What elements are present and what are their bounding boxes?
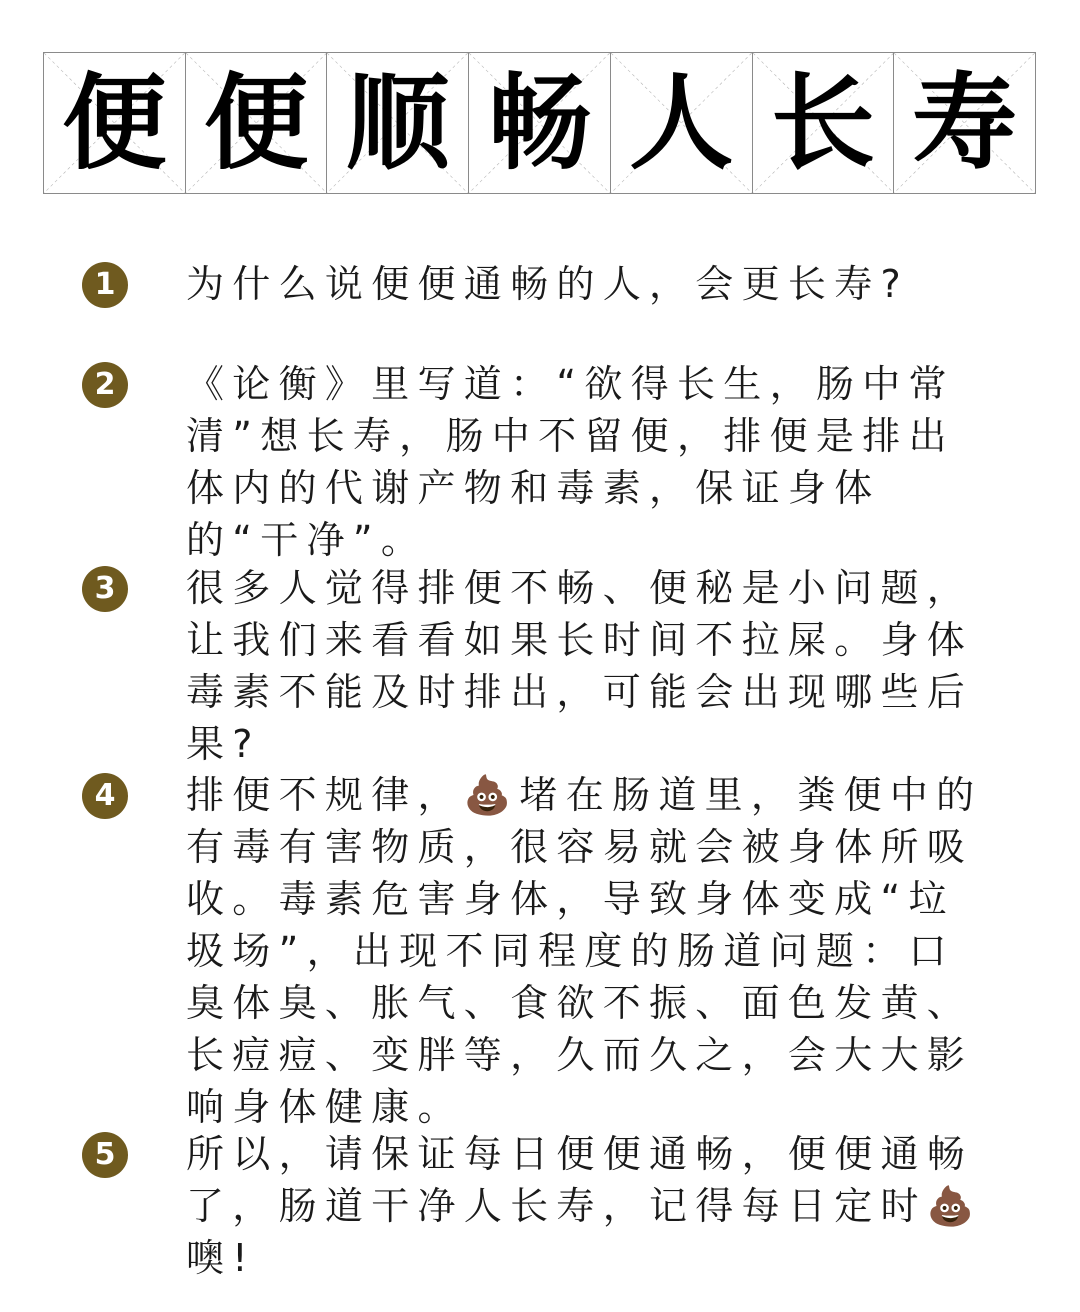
number-badge: 2 [82,362,128,408]
number-badge: 1 [82,262,128,308]
title-char: 便 [62,62,167,184]
number-badge: 5 [82,1132,128,1178]
title-cell [753,53,895,193]
title-cell [894,53,1035,193]
title-cell [44,53,186,193]
item-text: 很多人觉得排便不畅、便秘是小问题，让我们来看看如果长时间不拉屎。身体毒素不能及时排出，可能会出现哪些后果? [186,566,974,766]
item-text: 所以，请保证每日便便通畅，便便通畅了，肠道干净人长寿，记得每日定时💩噢! [186,1132,983,1280]
title-cell [469,53,611,193]
title-cell [186,53,328,193]
item-text: 为什么说便便通畅的人，会更长寿? [186,262,909,306]
title-char: 便 [204,62,309,184]
title-char: 寿 [912,62,1017,184]
number-badge: 4 [82,773,128,819]
title-cell [327,53,469,193]
title-char: 人 [629,62,734,184]
item-text: 排便不规律，💩堵在肠道里，粪便中的有毒有害物质，很容易就会被身体所吸收。毒素危害身体，导致身体变成“垃圾场”，出现不同程度的肠道问题：口臭体臭、胀气、食欲不振、面色发黄、长痘痘、变胖等，久而久之，会大大影响身体健康。 [186,773,983,1129]
item-text: 《论衡》里写道：“欲得长生，肠中常清”想长寿，肠中不留便，排便是排出体内的代谢产物和毒素，保证身体的“干净”。 [186,362,955,562]
number-badge: 3 [82,566,128,612]
title-char: 长 [770,62,875,184]
title-grid [43,52,1036,194]
title-char: 畅 [487,62,592,184]
title-char: 顺 [345,62,450,184]
title-cell [611,53,753,193]
